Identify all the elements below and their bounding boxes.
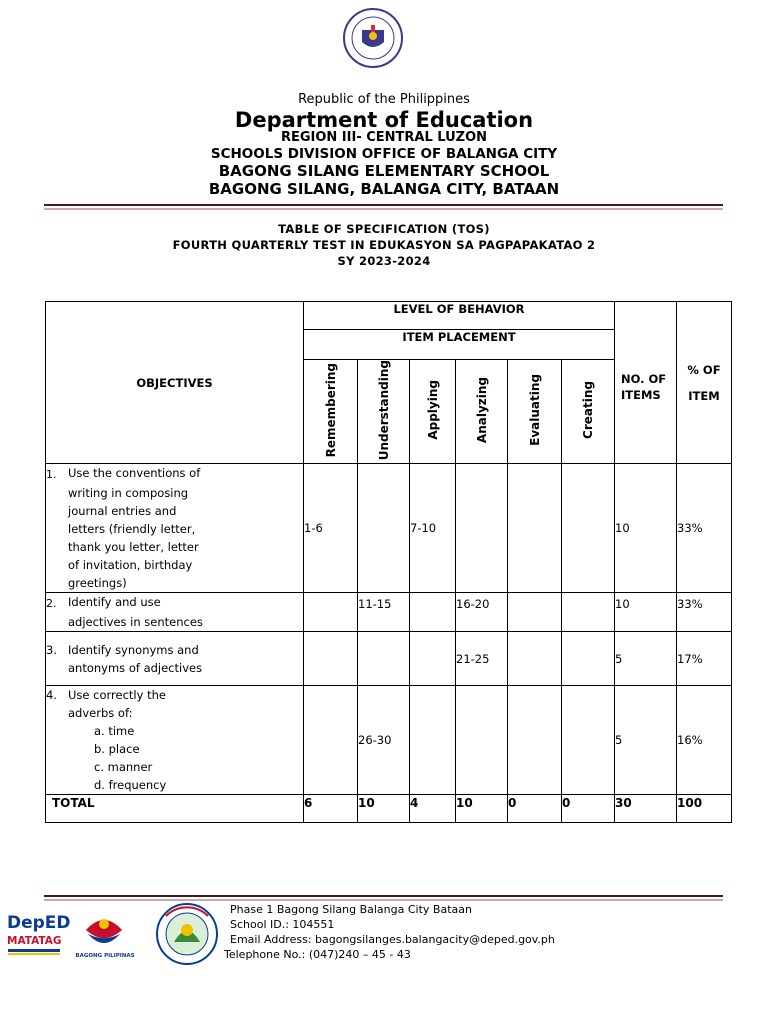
items-cell: 10	[615, 464, 677, 593]
division-line: SCHOOLS DIVISION OFFICE OF BALANGA CITY	[210, 146, 558, 162]
objective-text: writing in composing	[68, 486, 189, 501]
objective-number: 1.	[46, 468, 57, 482]
items-cell: 5	[615, 632, 677, 686]
adverb-item: a. time	[94, 724, 135, 739]
placement-cell	[358, 632, 410, 686]
placement-cell	[562, 593, 615, 632]
level-remembering: Remembering	[304, 360, 358, 464]
placement-cell	[304, 632, 358, 686]
deped-logo-text: DepED	[7, 913, 71, 933]
placement-cell: 7-10	[410, 464, 456, 593]
deped-matatag-logo	[6, 904, 71, 960]
placement-cell	[410, 686, 456, 795]
objective-text: Use the conventions of	[68, 466, 201, 481]
school-year: SY 2023-2024	[337, 254, 431, 268]
school-seal-icon	[150, 902, 224, 966]
table-row	[46, 593, 732, 632]
total-cell: 0	[562, 795, 615, 823]
school-name: BAGONG SILANG ELEMENTARY SCHOOL	[218, 162, 550, 180]
percent-cell: 33%	[677, 593, 732, 632]
objective-cell	[46, 632, 304, 686]
objective-text: Identify synonyms and	[68, 642, 199, 657]
footer-address: Phase 1 Bagong Silang Balanga City Bataan	[230, 903, 472, 916]
placement-cell	[410, 632, 456, 686]
level-of-behavior-header: LEVEL OF BEHAVIOR	[304, 302, 615, 330]
percent-cell: 33%	[677, 464, 732, 593]
level-understanding: Understanding	[358, 360, 410, 464]
total-cell: 0	[508, 795, 562, 823]
header-divider-secondary	[44, 208, 723, 210]
placement-cell	[508, 464, 562, 593]
level-creating: Creating	[562, 360, 615, 464]
objective-text: Identify and use	[68, 595, 161, 610]
item-placement-header: ITEM PLACEMENT	[304, 330, 615, 360]
adverb-item: c. manner	[94, 760, 153, 775]
objective-text: Use correctly the	[68, 688, 166, 703]
objective-number: 3.	[46, 642, 57, 657]
total-row	[46, 795, 732, 823]
objective-cell	[46, 593, 304, 632]
objective-number: 2.	[46, 597, 57, 611]
objective-text: adjectives in sentences	[68, 615, 203, 630]
matatag-logo-text: MATATAG	[7, 935, 62, 947]
percent-cell: 17%	[677, 632, 732, 686]
no-of-items-header: NO. OF ITEMS	[615, 302, 677, 464]
objective-text: adverbs of:	[68, 706, 133, 721]
placement-cell	[456, 464, 508, 593]
placement-cell	[562, 464, 615, 593]
objective-text: thank you letter, letter	[68, 540, 199, 555]
percent-cell: 16%	[677, 686, 732, 795]
placement-cell	[358, 464, 410, 593]
total-percent: 100	[677, 795, 732, 823]
percent-of-item-header: % OF ITEM	[677, 302, 732, 464]
footer-telephone: Telephone No.: (047)240 – 45 - 43	[224, 948, 411, 961]
total-cell: 10	[358, 795, 410, 823]
placement-cell	[508, 632, 562, 686]
footer-divider	[44, 895, 723, 897]
placement-cell: 11-15	[358, 593, 410, 632]
placement-cell	[562, 632, 615, 686]
table-row	[46, 464, 732, 593]
adverb-item: b. place	[94, 742, 140, 757]
placement-cell	[562, 686, 615, 795]
placement-cell: 16-20	[456, 593, 508, 632]
republic-line: Republic of the Philippines	[298, 92, 470, 107]
level-evaluating: Evaluating	[508, 360, 562, 464]
total-cell: 4	[410, 795, 456, 823]
header-divider	[44, 204, 723, 206]
placement-cell	[410, 593, 456, 632]
objective-text: greetings)	[68, 576, 127, 591]
table-row	[46, 632, 732, 686]
objective-cell	[46, 686, 304, 795]
footer-contact	[224, 902, 555, 962]
department-title: Department of Education	[234, 108, 534, 132]
level-analyzing: Analyzing	[456, 360, 508, 464]
placement-cell: 1-6	[304, 464, 358, 593]
footer-email: Email Address: bagongsilanges.balangacity@deped.gov.ph	[230, 933, 555, 946]
footer-divider-secondary	[44, 899, 723, 901]
objective-text: journal entries and	[68, 504, 177, 519]
objective-text: antonyms of adjectives	[68, 660, 203, 675]
table-row	[46, 686, 732, 795]
objective-cell	[46, 464, 304, 593]
tos-table	[45, 301, 732, 823]
items-cell: 10	[615, 593, 677, 632]
total-cell: 10	[456, 795, 508, 823]
objective-number: 4.	[46, 688, 57, 703]
total-label: TOTAL	[46, 795, 304, 823]
placement-cell	[304, 686, 358, 795]
placement-cell	[508, 593, 562, 632]
adverb-item: d. frequency	[94, 778, 167, 793]
bagong-pilipinas-logo	[76, 904, 134, 960]
placement-cell: 26-30	[358, 686, 410, 795]
total-items: 30	[615, 795, 677, 823]
level-applying: Applying	[410, 360, 456, 464]
total-cell: 6	[304, 795, 358, 823]
placement-cell	[456, 686, 508, 795]
doc-title: TABLE OF SPECIFICATION (TOS)	[278, 222, 490, 236]
region-line: REGION III- CENTRAL LUZON	[280, 130, 488, 145]
objective-text: letters (friendly letter,	[68, 522, 196, 537]
placement-cell	[304, 593, 358, 632]
placement-cell: 21-25	[456, 632, 508, 686]
placement-cell	[508, 686, 562, 795]
objective-text: of invitation, birthday	[68, 558, 193, 573]
objectives-header: OBJECTIVES	[46, 302, 304, 464]
doc-subtitle: FOURTH QUARTERLY TEST IN EDUKASYON SA PAGPAPAKATAO 2	[172, 238, 596, 252]
deped-seal-icon	[338, 8, 408, 68]
school-address: BAGONG SILANG, BALANGA CITY, BATAAN	[208, 180, 560, 198]
items-cell: 5	[615, 686, 677, 795]
footer-school-id: School ID.: 104551	[230, 918, 335, 931]
bagong-pilipinas-text: BAGONG PILIPINAS	[75, 953, 135, 959]
